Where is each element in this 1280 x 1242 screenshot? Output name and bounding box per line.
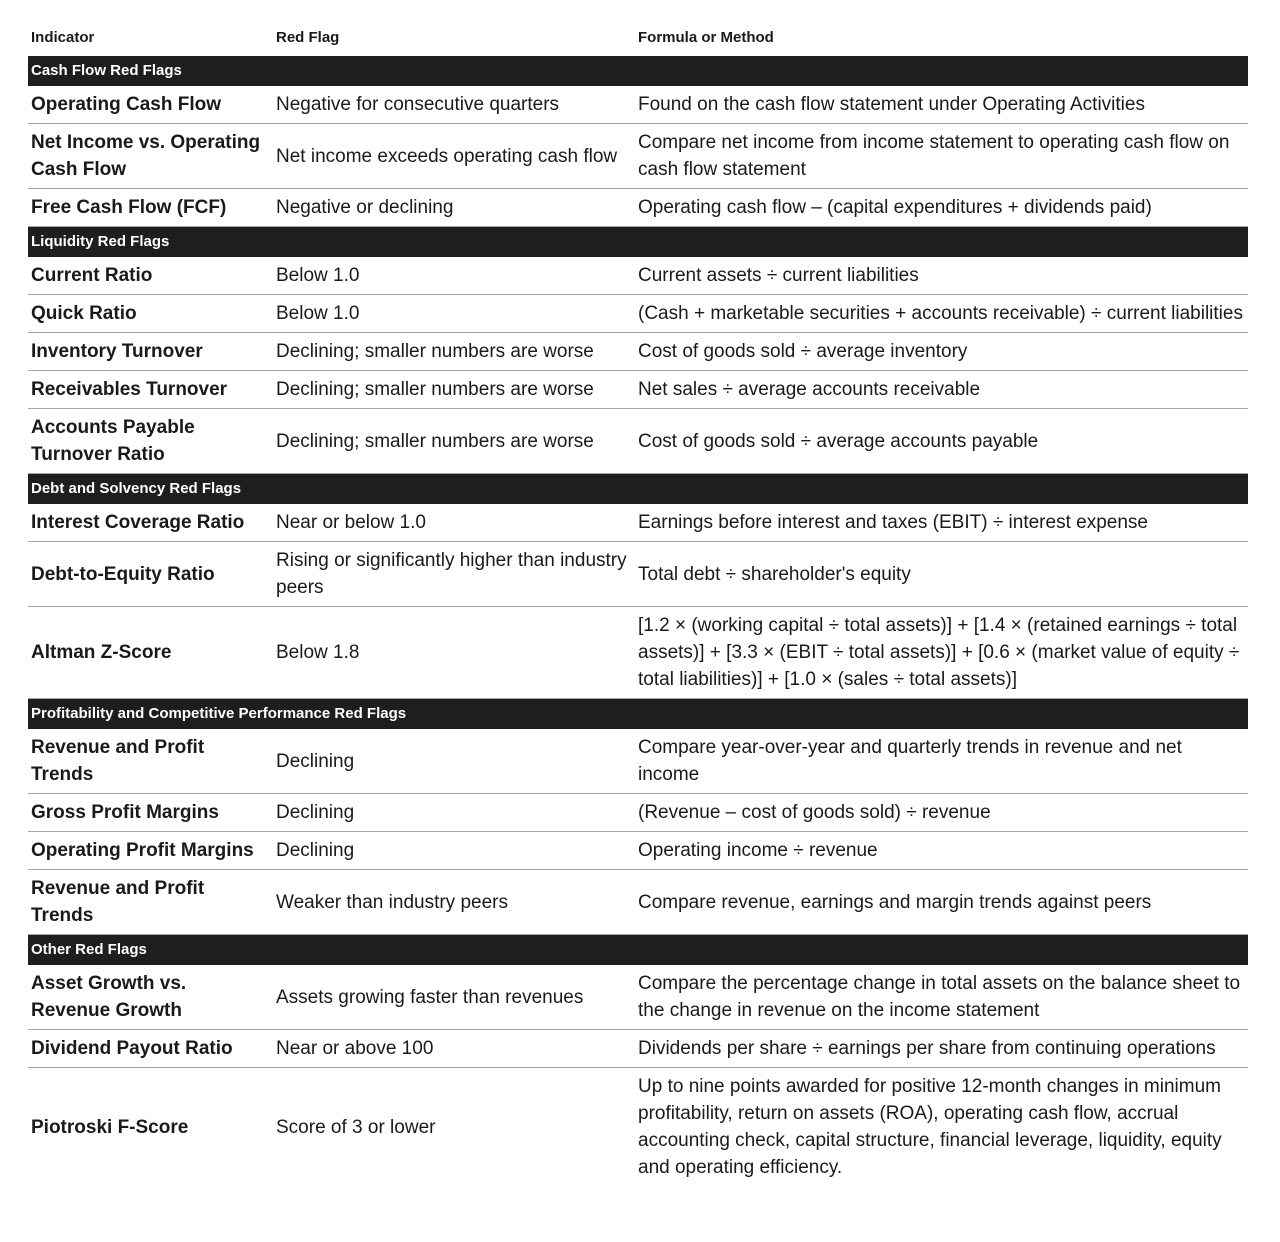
red-flag-cell: Below 1.8 [273,607,635,699]
section-header-debt-and-solvency-red-flags [28,474,1248,505]
table-header-row [28,18,1248,56]
formula-cell: Up to nine points awarded for positive 12-month changes in minimum profitability, return on assets (ROA), operating cash flow, accrual accounting check, capital structure, financial leverage, liquidity, equity and operating efficiency. [638,1076,1222,1178]
red-flags-table [28,18,1248,1186]
section-header-other-red-flags [28,935,1248,966]
red-flag-cell: Declining; smaller numbers are worse [273,371,635,409]
red-flags-table-container [28,18,1248,1186]
indicator-cell: Piotroski F-Score [31,1116,189,1138]
formula-cell: Compare net income from income statement to operating cash flow on cash flow statement [635,124,1248,189]
table-row [28,1068,1248,1187]
indicator-cell: Free Cash Flow (FCF) [28,189,273,227]
red-flag-cell: Declining [273,729,635,794]
table-row [28,729,1248,794]
red-flag-cell: Declining; smaller numbers are worse [273,409,635,474]
table-row [28,295,1248,333]
formula-cell: Compare year-over-year and quarterly trends in revenue and net income [635,729,1248,794]
table-row [28,86,1248,124]
indicator-cell: Operating Profit Margins [28,832,273,870]
red-flag-cell: Below 1.0 [273,295,635,333]
red-flag-cell: Below 1.0 [273,257,635,295]
header-red-flag: Red Flag [276,28,340,46]
formula-cell: (Cash + marketable securities + accounts receivable) ÷ current liabilities [635,295,1248,333]
section-header-cash-flow-red-flags [28,56,1248,86]
indicator-cell: Dividend Payout Ratio [28,1030,273,1068]
indicator-cell: Gross Profit Margins [28,794,273,832]
table-row [28,794,1248,832]
section-header-liquidity-red-flags [28,227,1248,258]
red-flag-cell: Net income exceeds operating cash flow [273,124,635,189]
indicator-cell: Quick Ratio [28,295,273,333]
header-formula: Formula or Method [638,28,774,46]
table-row [28,542,1248,607]
formula-cell: Compare the percentage change in total assets on the balance sheet to the change in revenue on the income statement [635,965,1248,1030]
indicator-cell: Debt-to-Equity Ratio [28,542,273,607]
indicator-cell: Current Ratio [28,257,273,295]
formula-cell: Dividends per share ÷ earnings per share from continuing operations [635,1030,1248,1068]
indicator-cell: Net Income vs. Operating Cash Flow [28,124,273,189]
indicator-cell: Revenue and Profit Trends [28,729,273,794]
formula-cell: Cost of goods sold ÷ average inventory [635,333,1248,371]
red-flag-cell: Declining; smaller numbers are worse [273,333,635,371]
table-row [28,189,1248,227]
red-flag-cell: Negative for consecutive quarters [273,86,635,124]
red-flag-cell: Rising or significantly higher than industry peers [273,542,635,607]
table-row [28,1030,1248,1068]
table-row [28,257,1248,295]
formula-cell: Net sales ÷ average accounts receivable [635,371,1248,409]
indicator-cell: Interest Coverage Ratio [28,504,273,542]
formula-cell: Found on the cash flow statement under Operating Activities [635,86,1248,124]
red-flag-cell: Score of 3 or lower [276,1116,436,1138]
indicator-cell: Inventory Turnover [28,333,273,371]
table-row [28,409,1248,474]
table-row [28,870,1248,935]
red-flag-cell: Negative or declining [273,189,635,227]
formula-cell: Total debt ÷ shareholder's equity [635,542,1248,607]
section-title: Debt and Solvency Red Flags [28,474,1248,505]
formula-cell: Operating income ÷ revenue [635,832,1248,870]
table-row [28,504,1248,542]
formula-cell: Cost of goods sold ÷ average accounts payable [635,409,1248,474]
red-flag-cell: Near or above 100 [273,1030,635,1068]
header-indicator: Indicator [31,28,95,46]
formula-cell: Operating cash flow – (capital expenditures + dividends paid) [635,189,1248,227]
formula-cell: [1.2 × (working capital ÷ total assets)] + [1.4 × (retained earnings ÷ total assets)] + [3.3 × (EBIT ÷ total assets)] + [0.6 × (market value of equity ÷ total liabilities)] + [1.0 × (sales ÷ total assets)] [635,607,1248,699]
indicator-cell: Asset Growth vs. Revenue Growth [28,965,273,1030]
red-flag-cell: Declining [273,832,635,870]
indicator-cell: Revenue and Profit Trends [28,870,273,935]
section-title: Profitability and Competitive Performance Red Flags [28,699,1248,730]
formula-cell: (Revenue – cost of goods sold) ÷ revenue [635,794,1248,832]
table-row [28,333,1248,371]
table-row [28,607,1248,699]
section-title: Liquidity Red Flags [28,227,1248,258]
formula-cell: Earnings before interest and taxes (EBIT) ÷ interest expense [635,504,1248,542]
indicator-cell: Operating Cash Flow [28,86,273,124]
red-flag-cell: Weaker than industry peers [273,870,635,935]
section-header-profitability-and-competitive-performance-red-flags [28,699,1248,730]
table-row [28,965,1248,1030]
indicator-cell: Receivables Turnover [28,371,273,409]
indicator-cell: Accounts Payable Turnover Ratio [28,409,273,474]
red-flag-cell: Assets growing faster than revenues [273,965,635,1030]
table-row [28,371,1248,409]
table-row [28,832,1248,870]
table-row [28,124,1248,189]
section-title: Other Red Flags [28,935,1248,966]
section-title: Cash Flow Red Flags [28,56,1248,86]
formula-cell: Compare revenue, earnings and margin trends against peers [635,870,1248,935]
red-flag-cell: Near or below 1.0 [273,504,635,542]
indicator-cell: Altman Z-Score [28,607,273,699]
red-flag-cell: Declining [273,794,635,832]
table-body [28,56,1248,1186]
formula-cell: Current assets ÷ current liabilities [635,257,1248,295]
